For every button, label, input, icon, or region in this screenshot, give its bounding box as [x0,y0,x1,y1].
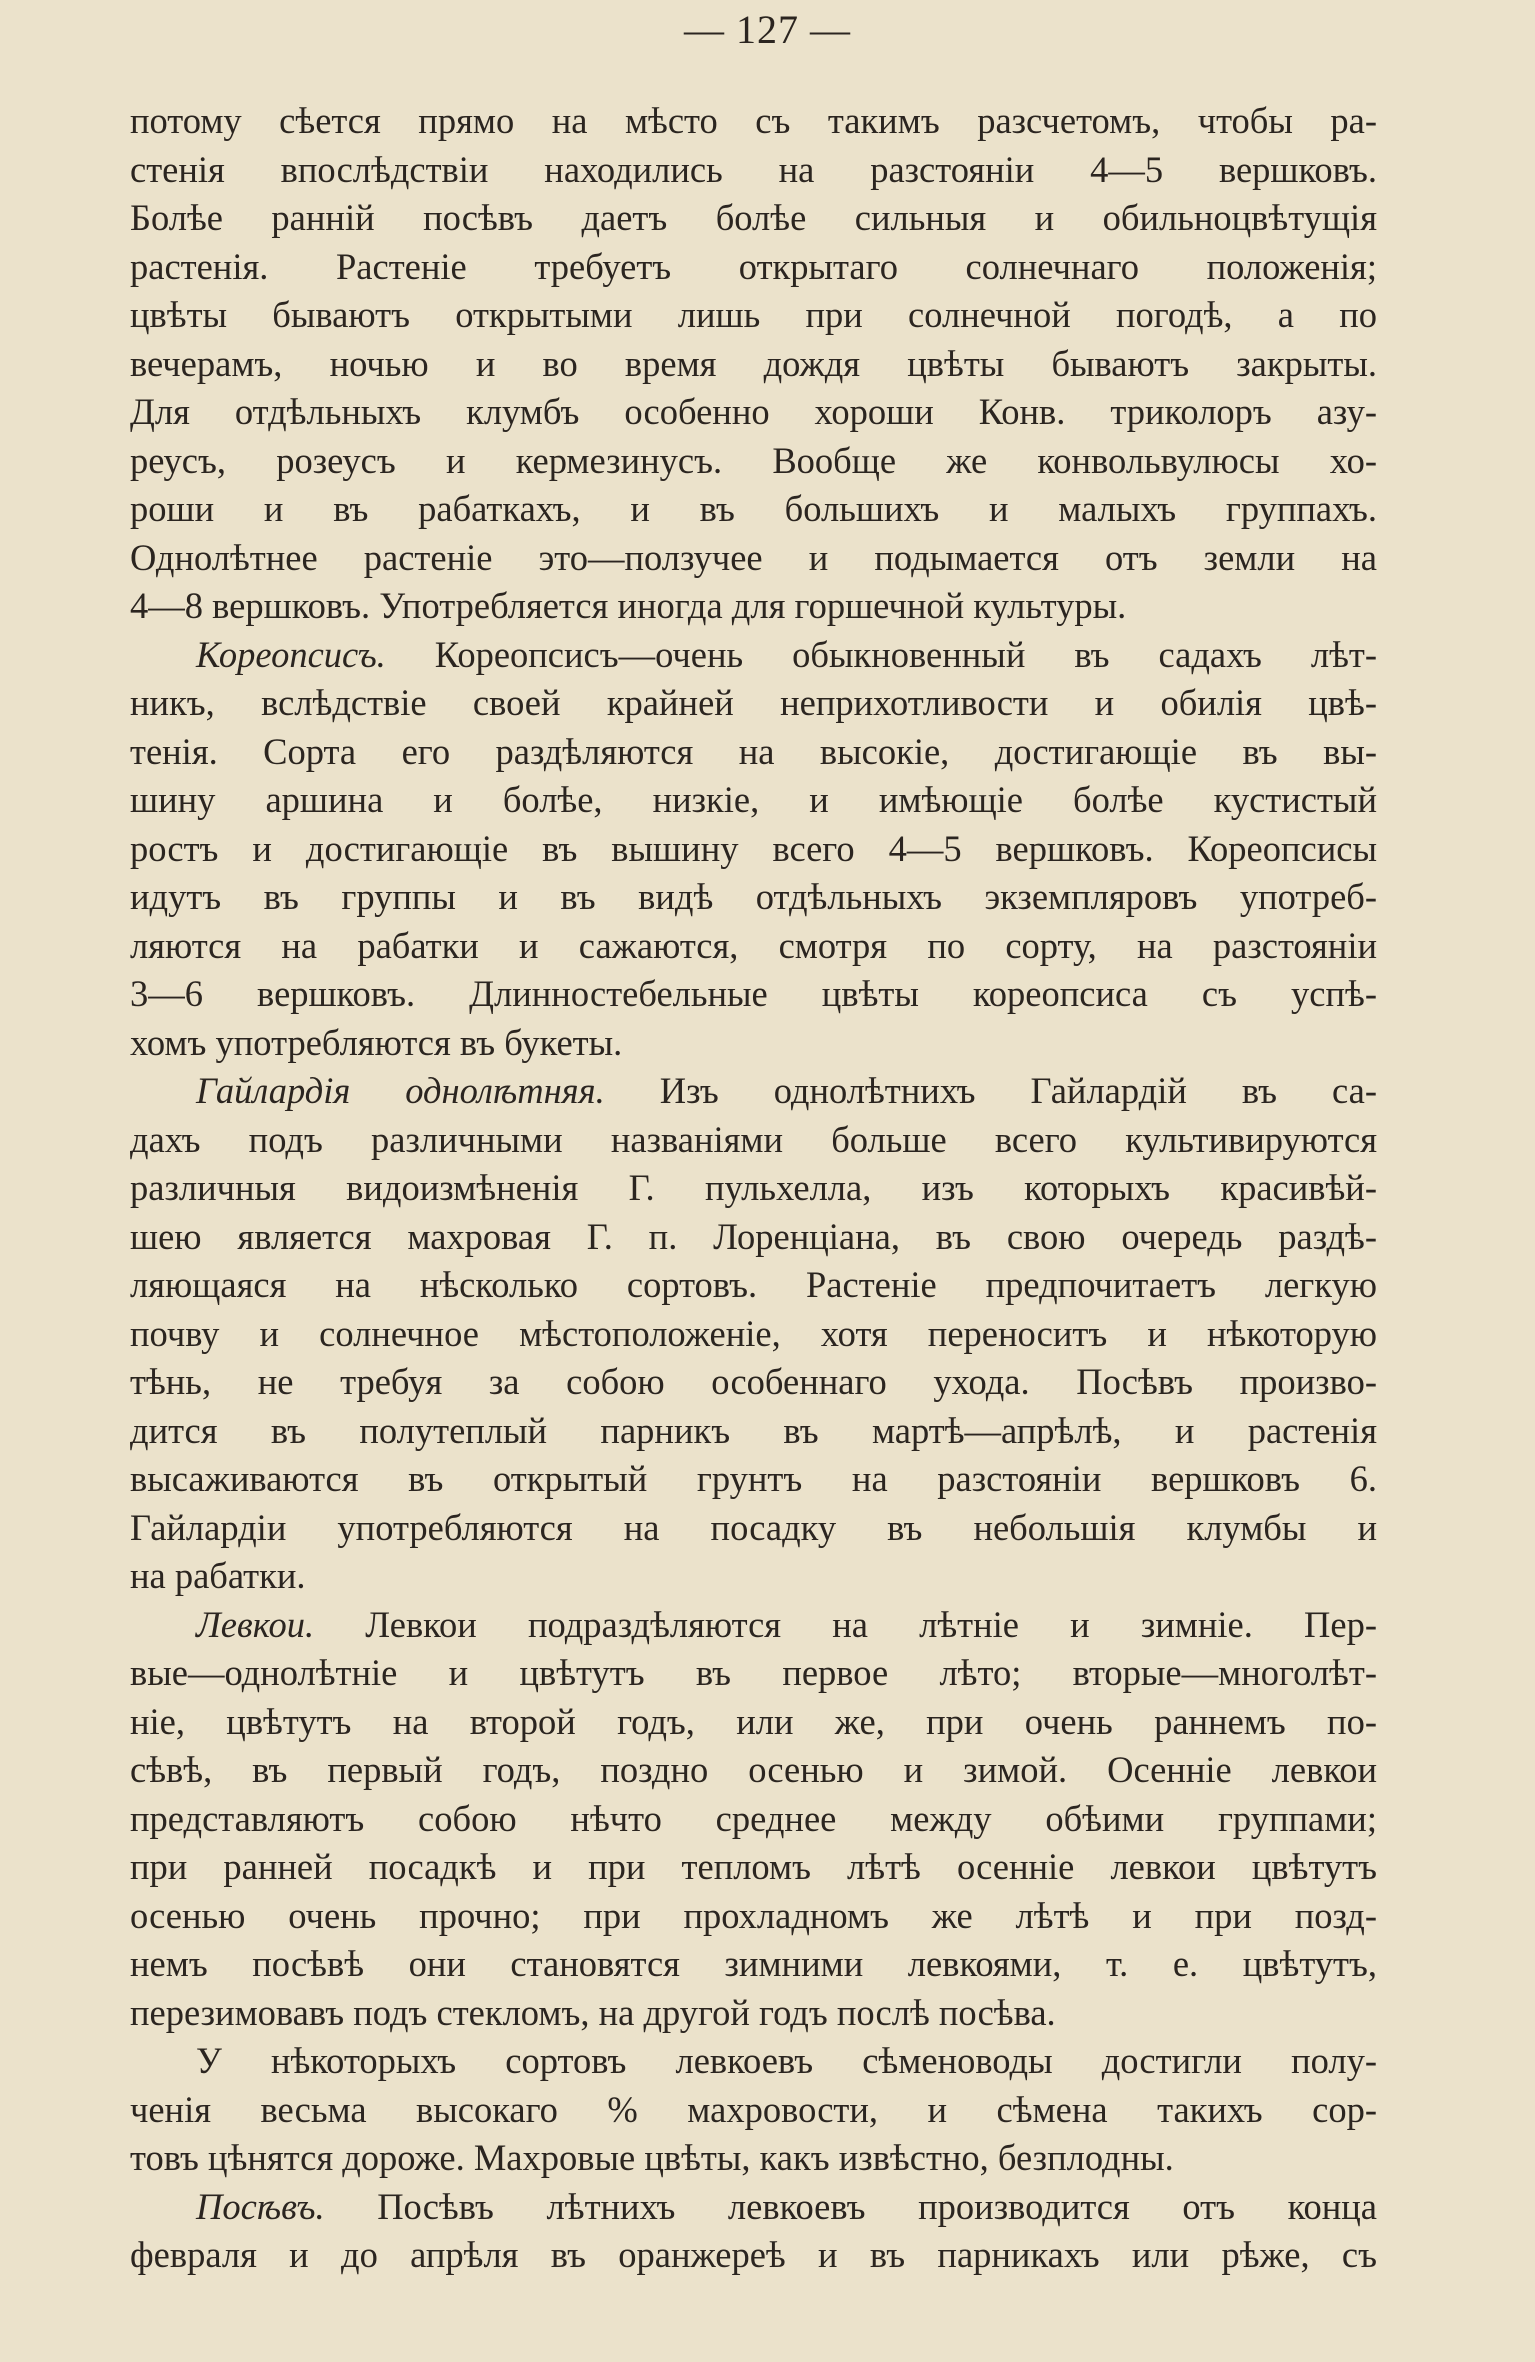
line-text: 3—6 вершковъ. Длинностебельные цвѣты кореопсиса съ успѣ- [130,973,1377,1014]
line-text: высаживаются въ открытый грунтъ на разстояніи вершковъ 6. [130,1458,1377,1499]
text-line [130,534,1377,583]
line-text: хомъ употребляются въ букеты. [130,1021,623,1063]
page-number: — 127 — [684,7,851,52]
text-line [130,340,1377,389]
line-text: потому сѣется прямо на мѣсто съ такимъ разсчетомъ, чтобы ра- [130,100,1377,141]
line-text: ростъ и достигающіе въ вышину всего 4—5 вершковъ. Кореопсисы [130,827,1377,869]
line-text: шею является махровая Г. п. Лоренціана, въ свою очередь раздѣ- [130,1215,1377,1257]
text-line [130,1552,1377,1601]
line-text: вечерамъ, ночью и во время дождя цвѣты бываютъ закрыты. [130,342,1377,384]
text-line [130,1261,1377,1310]
text-line [130,1213,1377,1262]
text-line [130,291,1377,340]
line-text: перезимовавъ подъ стекломъ, на другой годъ послѣ посѣва. [130,1991,1056,2033]
line-text: почву и солнечное мѣстоположеніе, хотя переноситъ и нѣкоторую [130,1312,1377,1354]
line-text: вые—однолѣтніе и цвѣтутъ въ первое лѣто; вторые—многолѣт- [130,1652,1377,1693]
line-text: ляются на рабатки и сажаются, смотря по сорту, на разстояніи [130,924,1377,966]
line-text: У нѣкоторыхъ сортовъ левкоевъ сѣменоводы достигли полу- [196,2040,1377,2081]
text-line [130,97,1377,146]
line-text: Левкои подраздѣляются на лѣтніе и зимніе. Пер- [314,1603,1377,1645]
line-text: дится въ полутеплый парникъ въ мартѣ—апрѣлѣ, и растенія [130,1409,1377,1451]
text-line [130,485,1377,534]
line-text: Изъ однолѣтнихъ Гайлардій въ са- [604,1070,1377,1111]
line-text: товъ цѣнятся дороже. Махровые цвѣты, какъ извѣстно, безплодны. [130,2137,1174,2178]
text-line [130,1067,1377,1116]
text-line [130,146,1377,195]
line-text: на рабатки. [130,1555,306,1596]
text-line [130,1892,1377,1941]
line-text: сѣвѣ, въ первый годъ, поздно осенью и зимой. Осенніе левкои [130,1749,1377,1790]
text-line [130,194,1377,243]
line-text: немъ посѣвѣ они становятся зимними левкоями, т. е. цвѣтутъ, [130,1943,1377,1984]
line-text: Гайлардіи употребляются на посадку въ небольшія клумбы и [130,1506,1377,1548]
text-line [130,825,1377,874]
line-text: Кореопсисъ—очень обыкновенный въ садахъ лѣт- [385,633,1377,675]
paragraph-term: Левкои. [196,1603,315,1645]
paragraph-term: Кореопсисъ. [196,633,386,675]
text-line [130,922,1377,971]
text-line [130,2134,1377,2183]
line-text: различныя видоизмѣненія Г. пульхелла, изъ которыхъ красивѣй- [130,1167,1377,1208]
text-line [130,1019,1377,1068]
line-text: идутъ въ группы и въ видѣ отдѣльныхъ экземпляровъ употреб- [130,876,1377,917]
text-line [130,1504,1377,1553]
line-text: тѣнь, не требуя за собою особеннаго ухода. Посѣвъ произво- [130,1361,1377,1402]
line-text: ляющаяся на нѣсколько сортовъ. Растеніе предпочитаетъ легкую [130,1264,1377,1305]
text-line [130,1698,1377,1747]
text-line [130,970,1377,1019]
line-text: растенія. Растеніе требуетъ открытаго солнечнаго положенія; [130,245,1377,287]
line-text: Однолѣтнее растеніе это—ползучее и подымается отъ земли на [130,536,1377,578]
text-line [130,2231,1377,2280]
text-line [130,631,1377,680]
line-text: Посѣвъ лѣтнихъ левкоевъ производится отъ конца [324,2185,1377,2227]
text-line [130,1164,1377,1213]
text-line [130,873,1377,922]
text-line [130,1310,1377,1359]
line-text: стенія впослѣдствіи находились на разстояніи 4—5 вершковъ. [130,148,1377,190]
line-text: осенью очень прочно; при прохладномъ же лѣтѣ и при позд- [130,1894,1377,1936]
text-line [130,1746,1377,1795]
line-text: при ранней посадкѣ и при тепломъ лѣтѣ осенніе левкои цвѣтутъ [130,1846,1377,1887]
line-text: цвѣты бываютъ открытыми лишь при солнечной погодѣ, а по [130,294,1377,335]
text-line [130,1358,1377,1407]
line-text: шину аршина и болѣе, низкіе, и имѣющіе болѣе кустистый [130,779,1377,820]
line-text: 4—8 вершковъ. Употребляется иногда для горшечной культуры. [130,585,1127,626]
line-text: представляютъ собою нѣчто среднее между обѣими группами; [130,1797,1377,1839]
line-text: ніе, цвѣтутъ на второй годъ, или же, при очень раннемъ по- [130,1700,1377,1742]
text-line [130,1795,1377,1844]
line-text: Для отдѣльныхъ клумбъ особенно хороши Конв. триколоръ азу- [130,391,1377,432]
text-line [130,1649,1377,1698]
text-line [130,1940,1377,1989]
line-text: ченія весьма высокаго % махровости, и сѣмена такихъ сор- [130,2088,1377,2130]
text-line [130,2086,1377,2135]
paragraph-term: Гайлардія однолѣтняя. [196,1070,605,1111]
text-line [130,1116,1377,1165]
line-text: никъ, вслѣдствіе своей крайней неприхотливости и обилія цвѣ- [130,682,1377,723]
paragraph-term: Посѣвъ. [196,2185,325,2227]
text-line [130,776,1377,825]
text-line [130,437,1377,486]
line-text: роши и въ рабаткахъ, и въ большихъ и малыхъ группахъ. [130,488,1377,529]
text-line [130,1407,1377,1456]
body-text [130,97,1377,2280]
text-line [130,582,1377,631]
line-text: тенія. Сорта его раздѣляются на высокіе, достигающіе въ вы- [130,730,1377,772]
text-line [130,1843,1377,1892]
text-line [130,2037,1377,2086]
text-line [130,388,1377,437]
line-text: реусъ, розеусъ и кермезинусъ. Вообще же конвольвулюсы хо- [130,439,1377,481]
line-text: дахъ подъ различными названіями больше всего культивируются [130,1118,1377,1160]
text-line [130,2183,1377,2232]
text-line [130,1455,1377,1504]
text-line [130,1989,1377,2038]
line-text: Болѣе ранній посѣвъ даетъ болѣе сильныя и обильноцвѣтущія [130,197,1377,238]
text-line [130,243,1377,292]
text-line [130,1601,1377,1650]
text-line [130,728,1377,777]
line-text: февраля и до апрѣля въ оранжереѣ и въ парникахъ или рѣже, съ [130,2234,1377,2275]
text-line [130,679,1377,728]
